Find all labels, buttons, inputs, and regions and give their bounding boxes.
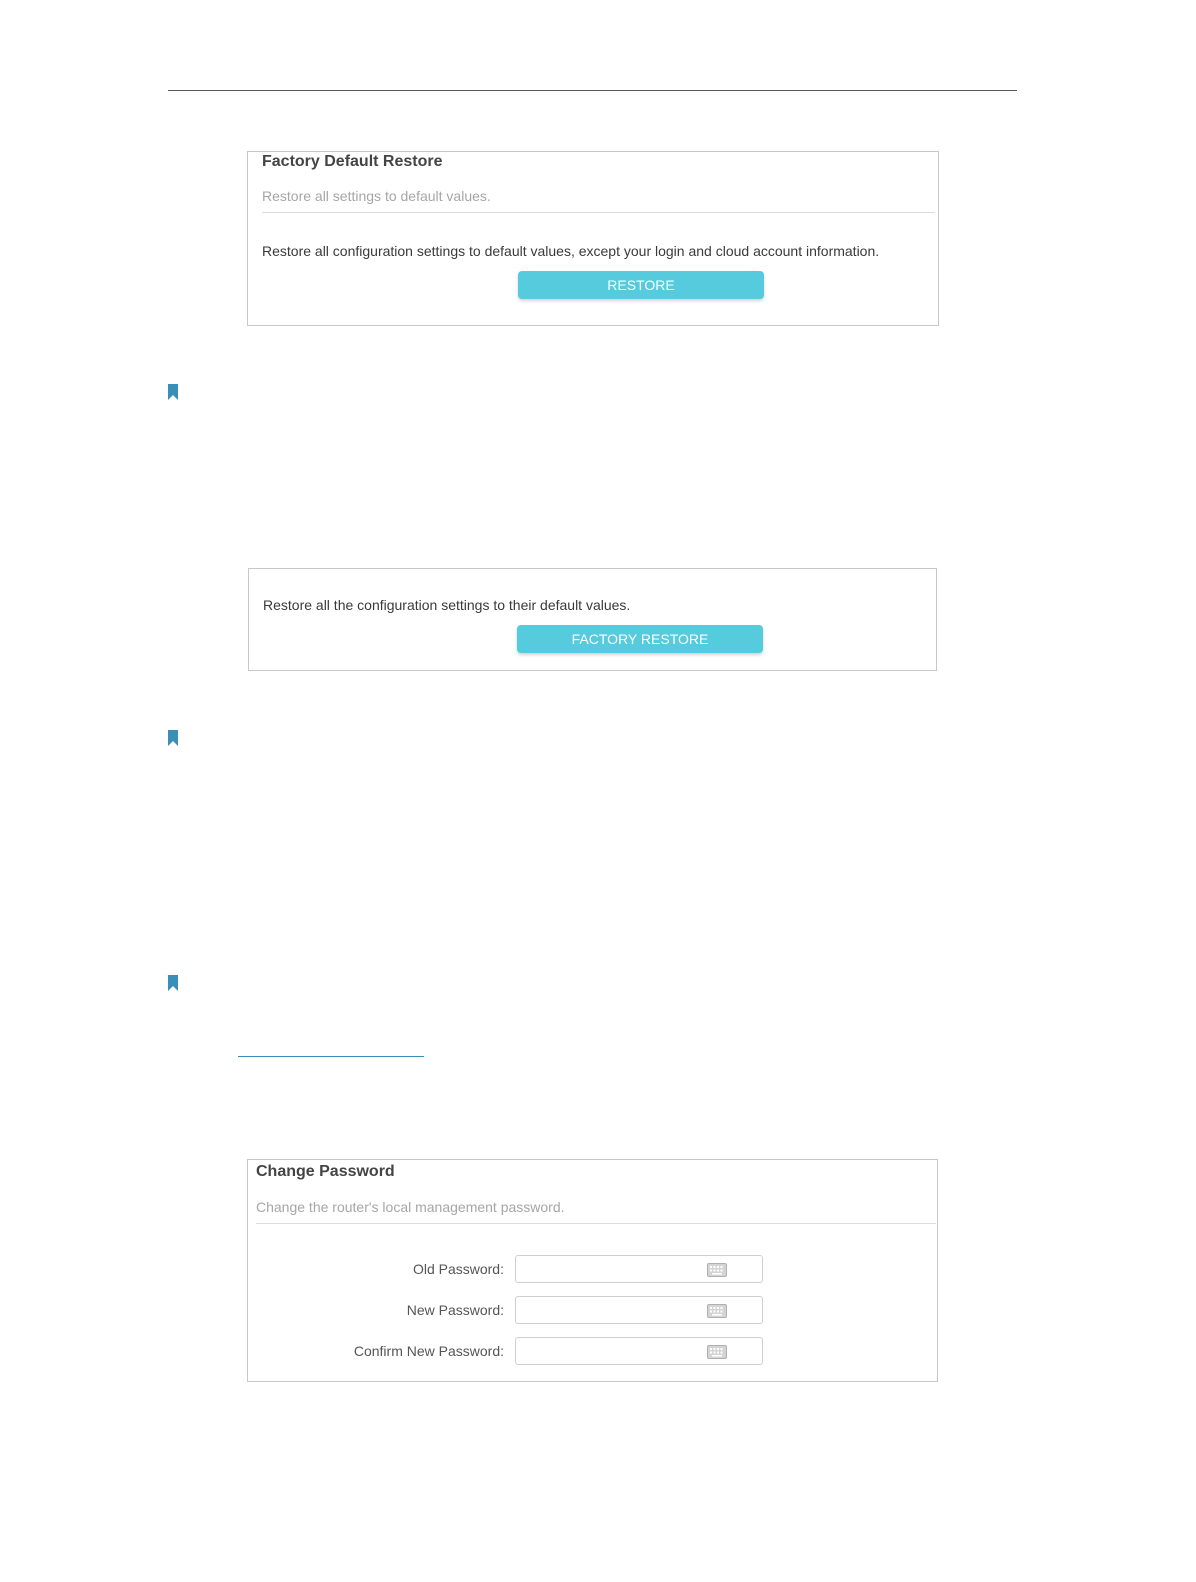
- confirm-password-label: Confirm New Password:: [353, 1343, 504, 1359]
- restore-button[interactable]: RESTORE: [518, 271, 764, 299]
- restore-description: Restore all configuration settings to default values, except your login and cloud account information.: [262, 243, 880, 259]
- panel-divider: [262, 212, 935, 213]
- panel-title: Factory Default Restore: [262, 153, 443, 170]
- page-header-rule: [168, 90, 1017, 91]
- change-password-panel: [247, 1159, 938, 1382]
- keyboard-icon[interactable]: [707, 1263, 727, 1277]
- panel-title: Change Password: [256, 1163, 395, 1180]
- panel-subtitle: Restore all settings to default values.: [262, 188, 491, 204]
- factory-restore-button[interactable]: FACTORY RESTORE: [517, 625, 763, 653]
- bookmark-icon: [168, 975, 178, 991]
- panel-subtitle: Change the router's local management password.: [256, 1199, 565, 1215]
- old-password-label: Old Password:: [412, 1261, 504, 1277]
- bookmark-icon: [168, 384, 178, 400]
- panel-divider: [256, 1223, 936, 1224]
- factory-restore-panel: [248, 568, 937, 671]
- factory-restore-description: Restore all the configuration settings to their default values.: [263, 597, 631, 613]
- keyboard-icon[interactable]: [707, 1304, 727, 1318]
- link-underline[interactable]: [238, 1056, 424, 1057]
- new-password-label: New Password:: [406, 1302, 504, 1318]
- keyboard-icon[interactable]: [707, 1345, 727, 1359]
- factory-default-restore-panel: [247, 151, 939, 326]
- bookmark-icon: [168, 730, 178, 746]
